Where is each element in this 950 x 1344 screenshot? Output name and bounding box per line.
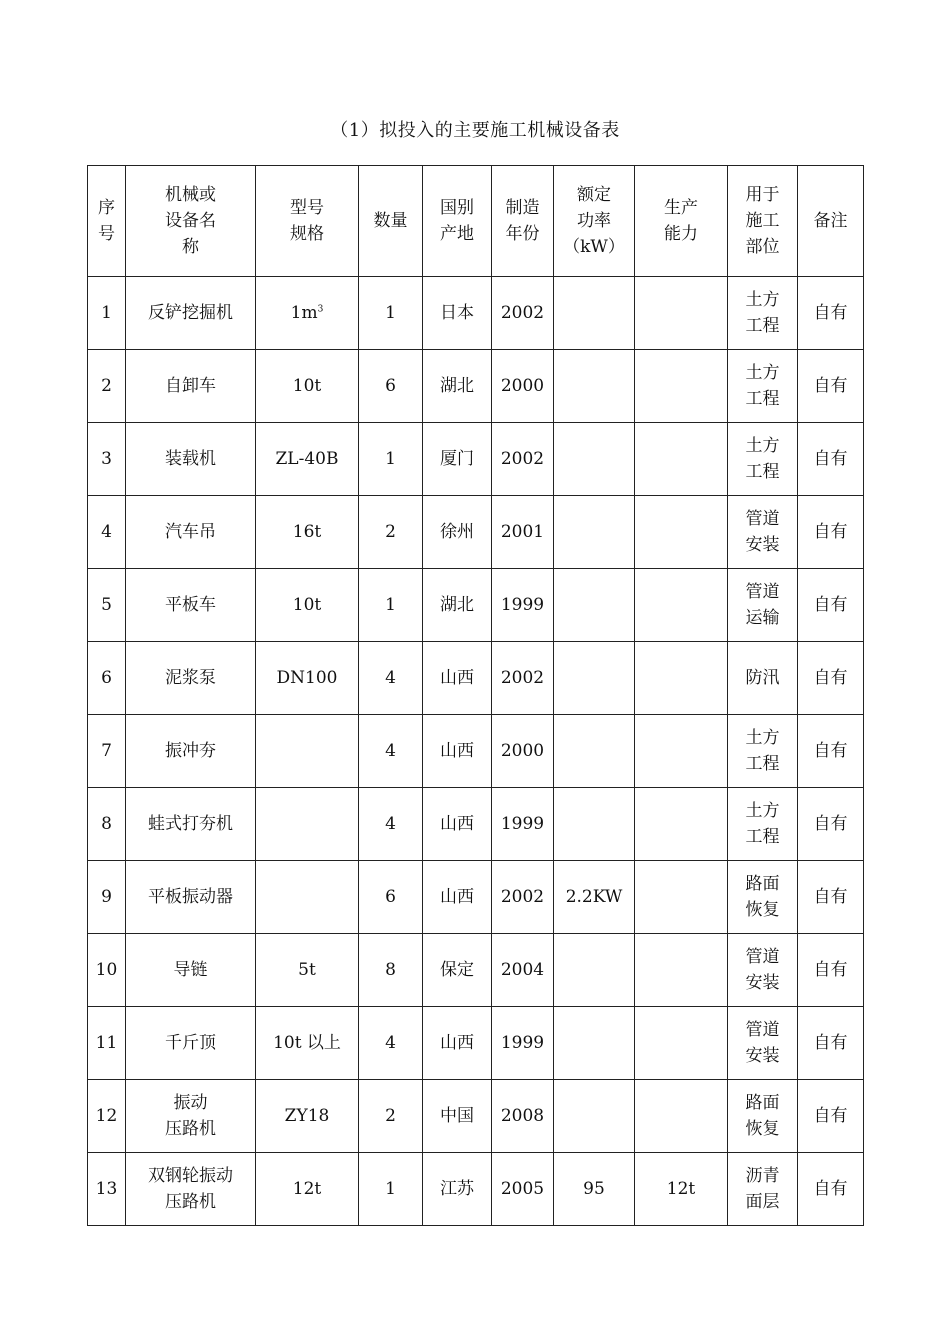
cell-name: 装载机 [126,423,256,496]
cell-power [554,1007,635,1080]
cell-usage: 管道 安装 [728,934,798,1007]
cell-no: 8 [88,788,126,861]
cell-power [554,423,635,496]
cell-remark: 自有 [798,423,864,496]
cell-usage: 土方 工程 [728,788,798,861]
cell-name: 泥浆泵 [126,642,256,715]
cell-model: $1m^3$ [256,277,359,350]
cell-no: 9 [88,861,126,934]
cell-power [554,642,635,715]
header-origin: 国别 产地 [423,166,492,277]
cell-origin: 山西 [423,788,492,861]
cell-no: 6 [88,642,126,715]
cell-capacity [635,569,728,642]
cell-usage: 土方 工程 [728,715,798,788]
cell-origin: 日本 [423,277,492,350]
cell-capacity [635,423,728,496]
cell-capacity [635,1007,728,1080]
cell-no: 3 [88,423,126,496]
cell-no: 5 [88,569,126,642]
cell-usage: 路面 恢复 [728,861,798,934]
cell-remark: 自有 [798,277,864,350]
cell-qty: 8 [359,934,423,1007]
cell-remark: 自有 [798,569,864,642]
header-year: 制造 年份 [492,166,554,277]
equipment-table [87,165,864,1226]
cell-capacity [635,642,728,715]
cell-no: 10 [88,934,126,1007]
cell-name: 蛙式打夯机 [126,788,256,861]
cell-usage: 土方 工程 [728,423,798,496]
cell-model: 5t [256,934,359,1007]
cell-usage: 沥青 面层 [728,1153,798,1226]
cell-origin: 江苏 [423,1153,492,1226]
cell-name: 千斤顶 [126,1007,256,1080]
header-name: 机械或 设备名 称 [126,166,256,277]
cell-model [256,861,359,934]
cell-no: 13 [88,1153,126,1226]
cell-remark: 自有 [798,496,864,569]
cell-origin: 山西 [423,715,492,788]
cell-qty: 1 [359,569,423,642]
table-row [88,569,864,642]
cell-capacity [635,1080,728,1153]
cell-usage: 路面 恢复 [728,1080,798,1153]
cell-capacity [635,715,728,788]
cell-origin: 厦门 [423,423,492,496]
cell-remark: 自有 [798,350,864,423]
cell-model: 10t 以上 [256,1007,359,1080]
cell-origin: 山西 [423,1007,492,1080]
table-row [88,642,864,715]
cell-year: 2001 [492,496,554,569]
table-row [88,350,864,423]
cell-power: 95 [554,1153,635,1226]
cell-year: 2002 [492,423,554,496]
cell-year: 2000 [492,715,554,788]
cell-model: 10t [256,569,359,642]
header-seq: 序 号 [88,166,126,277]
cell-remark: 自有 [798,715,864,788]
cell-qty: 1 [359,277,423,350]
cell-origin: 徐州 [423,496,492,569]
cell-power: 2.2KW [554,861,635,934]
cell-year: 2000 [492,350,554,423]
cell-usage: 管道 运输 [728,569,798,642]
cell-name: 平板振动器 [126,861,256,934]
table-header-row [88,166,864,277]
cell-qty: 6 [359,350,423,423]
header-power: 额定 功率 （kW） [554,166,635,277]
cell-year: 2002 [492,277,554,350]
cell-power [554,350,635,423]
cell-remark: 自有 [798,788,864,861]
cell-remark: 自有 [798,861,864,934]
cell-name: 自卸车 [126,350,256,423]
cell-model: ZL-40B [256,423,359,496]
header-remark: 备注 [798,166,864,277]
cell-name: 振动 压路机 [126,1080,256,1153]
cell-power [554,569,635,642]
header-qty: 数量 [359,166,423,277]
cell-model [256,715,359,788]
cell-name: 汽车吊 [126,496,256,569]
cell-no: 11 [88,1007,126,1080]
cell-qty: 1 [359,423,423,496]
header-model: 型号 规格 [256,166,359,277]
cell-qty: 4 [359,715,423,788]
cell-name: 振冲夯 [126,715,256,788]
cell-usage: 土方 工程 [728,350,798,423]
cell-no: 1 [88,277,126,350]
cell-remark: 自有 [798,642,864,715]
cell-remark: 自有 [798,1153,864,1226]
cell-origin: 保定 [423,934,492,1007]
cell-year: 2008 [492,1080,554,1153]
cell-capacity [635,277,728,350]
table-row [88,715,864,788]
cell-power [554,715,635,788]
cell-name: 反铲挖掘机 [126,277,256,350]
cell-qty: 2 [359,1080,423,1153]
cell-name: 双钢轮振动 压路机 [126,1153,256,1226]
cell-power [554,934,635,1007]
page-title: （1）拟投入的主要施工机械设备表 [330,120,620,141]
cell-capacity [635,861,728,934]
cell-power [554,496,635,569]
cell-origin: 山西 [423,861,492,934]
cell-power [554,1080,635,1153]
cell-usage: 管道 安装 [728,496,798,569]
table-row [88,496,864,569]
cell-model: 16t [256,496,359,569]
cell-usage: 防汛 [728,642,798,715]
cell-power [554,277,635,350]
cell-origin: 山西 [423,642,492,715]
cell-year: 1999 [492,788,554,861]
cell-qty: 1 [359,1153,423,1226]
cell-qty: 2 [359,496,423,569]
cell-year: 1999 [492,569,554,642]
table-row [88,1153,864,1226]
table-row [88,861,864,934]
cell-origin: 中国 [423,1080,492,1153]
cell-model: 12t [256,1153,359,1226]
cell-qty: 4 [359,642,423,715]
table-row [88,934,864,1007]
cell-origin: 湖北 [423,350,492,423]
cell-year: 2004 [492,934,554,1007]
cell-remark: 自有 [798,1007,864,1080]
table-row [88,423,864,496]
cell-usage: 土方 工程 [728,277,798,350]
cell-capacity [635,496,728,569]
cell-year: 2002 [492,861,554,934]
cell-capacity [635,934,728,1007]
cell-qty: 4 [359,788,423,861]
cell-capacity [635,788,728,861]
cell-remark: 自有 [798,1080,864,1153]
cell-remark: 自有 [798,934,864,1007]
cell-qty: 6 [359,861,423,934]
cell-capacity: 12t [635,1153,728,1226]
cell-model [256,788,359,861]
cell-name: 导链 [126,934,256,1007]
cell-no: 12 [88,1080,126,1153]
table-row [88,788,864,861]
cell-year: 2005 [492,1153,554,1226]
cell-name: 平板车 [126,569,256,642]
cell-no: 2 [88,350,126,423]
cell-power [554,788,635,861]
cell-origin: 湖北 [423,569,492,642]
header-usage: 用于 施工 部位 [728,166,798,277]
cell-no: 4 [88,496,126,569]
cell-year: 1999 [492,1007,554,1080]
header-capacity: 生产 能力 [635,166,728,277]
cell-year: 2002 [492,642,554,715]
cell-qty: 4 [359,1007,423,1080]
cell-model: DN100 [256,642,359,715]
table-row [88,1007,864,1080]
cell-model: ZY18 [256,1080,359,1153]
cell-no: 7 [88,715,126,788]
table-row [88,1080,864,1153]
cell-usage: 管道 安装 [728,1007,798,1080]
table-row [88,277,864,350]
cell-capacity [635,350,728,423]
cell-model: 10t [256,350,359,423]
